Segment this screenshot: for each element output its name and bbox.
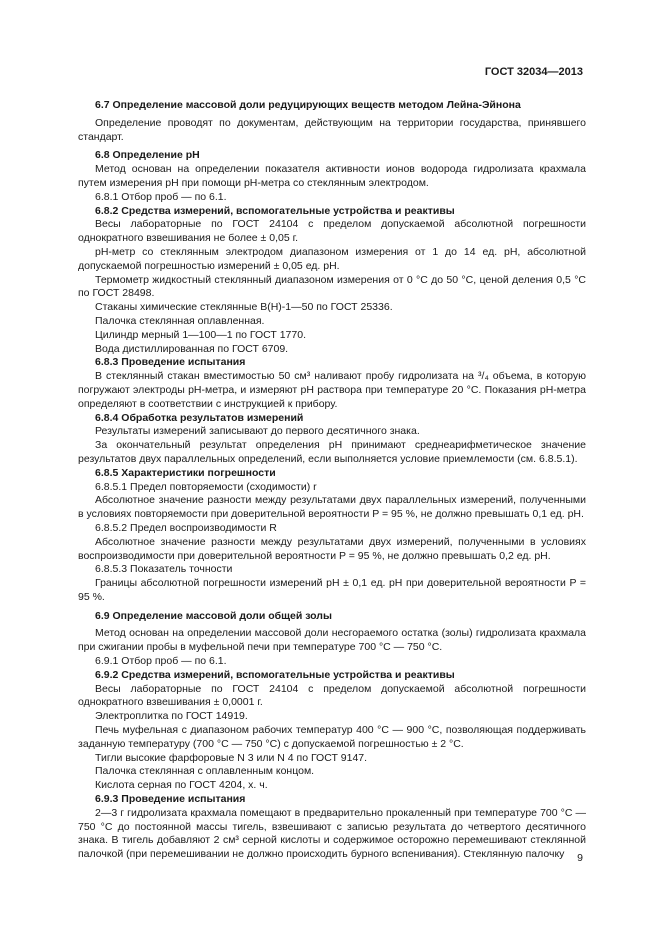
subsection-heading: 6.8.5 Характеристики погрешности — [95, 466, 276, 479]
paragraph: Палочка стеклянная оплавленная. — [95, 314, 265, 327]
subsection-heading: 6.8.4 Обработка результатов измерений — [95, 411, 304, 424]
paragraph: Тигли высокие фарфоровые N 3 или N 4 по ГОСТ 9147. — [95, 751, 368, 764]
paragraph: Вода дистиллированная по ГОСТ 6709. — [95, 342, 289, 355]
paragraph: 6.8.5.3 Показатель точности — [95, 563, 233, 576]
paragraph: Термометр жидкостный стеклянный диапазоном измерения от 0 °С до 50 °С, ценой деления 0,5 °С по ГОСТ 28498. — [78, 273, 586, 300]
paragraph: Весы лабораторные по ГОСТ 24104 с пределом допускаемой абсолютной погрешности однократного взвешивания ± 0,0001 г. — [78, 682, 586, 709]
subsection-heading: 6.8.2 Средства измерений, вспомогательные устройства и реактивы — [95, 204, 455, 217]
paragraph: Результаты измерений записывают до первого десятичного знака. — [95, 425, 420, 438]
paragraph: Электроплитка по ГОСТ 14919. — [95, 710, 248, 723]
paragraph: Границы абсолютной погрешности измерений pH ± 0,1 ед. pH при доверительной вероятности P = 95 %. — [78, 577, 586, 603]
subsection-heading: 6.8.3 Проведение испытания — [95, 356, 246, 369]
paragraph: Стаканы химические стеклянные В(Н)-1—50 по ГОСТ 25336. — [95, 301, 393, 314]
paragraph: Весы лабораторные по ГОСТ 24104 с пределом допускаемой абсолютной погрешности однократного взвешивания не более ± 0,05 г. — [78, 218, 586, 245]
paragraph: 2—3 г гидролизата крахмала помещают в предварительно прокаленный при температуре 700 °С — 750 °С до постоянной массы тигель, взвешивают с записью результата до четвертого десятичного знака. В тигель добавляют 2 см³ серной кислоты и содержимое осторожно перемешивают стеклянной палочкой (при перемешивании не должно происходить бурного вспенивания). Стеклянную палочку — [78, 806, 586, 861]
standard-code: ГОСТ 32034—2013 — [484, 66, 583, 78]
paragraph: Абсолютное значение разности между результатами двух измерений, полученными в условиях воспроизводимости при доверительной вероятности P = 95 %, не должно превышать 0,2 ед. pH. — [78, 535, 586, 562]
paragraph: Печь муфельная с диапазоном рабочих температур 400 °С — 900 °С, позволяющая поддерживать заданную температуру (700 °С — 750 °С) с допускаемой погрешностью ± 2 °С. — [78, 724, 586, 750]
paragraph: Палочка стеклянная с оплавленным концом. — [95, 765, 315, 778]
page-number: 9 — [577, 852, 583, 864]
paragraph: 6.8.1 Отбор проб — по 6.1. — [95, 190, 227, 203]
paragraph: 6.9.1 Отбор проб — по 6.1. — [95, 655, 227, 668]
section-heading: 6.8 Определение pH — [95, 149, 200, 162]
paragraph: За окончательный результат определения pH принимают среднеарифметическое значение результатов двух параллельных определений, если выполняется условие приемлемости (см. 6.8.5.1). — [78, 439, 586, 465]
document-body — [78, 94, 586, 862]
section-heading: 6.7 Определение массовой доли редуцирующих веществ методом Лейна-Эйнона — [95, 99, 521, 111]
paragraph: 6.8.5.1 Предел повторяемости (сходимости) r — [95, 480, 317, 493]
paragraph: Цилиндр мерный 1—100—1 по ГОСТ 1770. — [95, 328, 306, 341]
paragraph: Определение проводят по документам, действующим на территории государства, принявшего стандарт. — [78, 116, 586, 143]
subsection-heading: 6.9.2 Средства измерений, вспомогательные устройства и реактивы — [95, 668, 455, 681]
paragraph: Метод основан на определении показателя активности ионов водорода гидролизата крахмала путем измерения pH при помощи pH-метра со стеклянным электродом. — [78, 163, 586, 189]
subsection-heading: 6.9.3 Проведение испытания — [95, 793, 246, 806]
paragraph: Метод основан на определении массовой доли несгораемого остатка (золы) гидролизата крахмала при сжигании пробы в муфельной печи при температуре 700 °С — 750 °С. — [78, 627, 586, 654]
paragraph: Абсолютное значение разности между результатами двух параллельных измерений, полученными в условиях повторяемости при доверительной вероятности P = 95 %, не должно превышать 0,1 ед. pH. — [78, 494, 586, 521]
paragraph: pH-метр со стеклянным электродом диапазоном измерения от 1 до 14 ед. pH, абсолютной допускаемой погрешностью измерений ± 0,05 ед. pH. — [78, 245, 586, 272]
paragraph: Кислота серная по ГОСТ 4204, х. ч. — [95, 779, 268, 792]
paragraph: 6.8.5.2 Предел воспроизводимости R — [95, 521, 277, 534]
section-heading: 6.9 Определение массовой доли общей золы — [95, 609, 332, 622]
paragraph: В стеклянный стакан вместимостью 50 см³ наливают пробу гидролизата на ³/₄ объема, в которую погружают электроды pH-метра, и измеряют pH раствора при температуре 20 °С. Показания pH-метра определяют в соответствии с инструкцией к прибору. — [78, 370, 586, 410]
